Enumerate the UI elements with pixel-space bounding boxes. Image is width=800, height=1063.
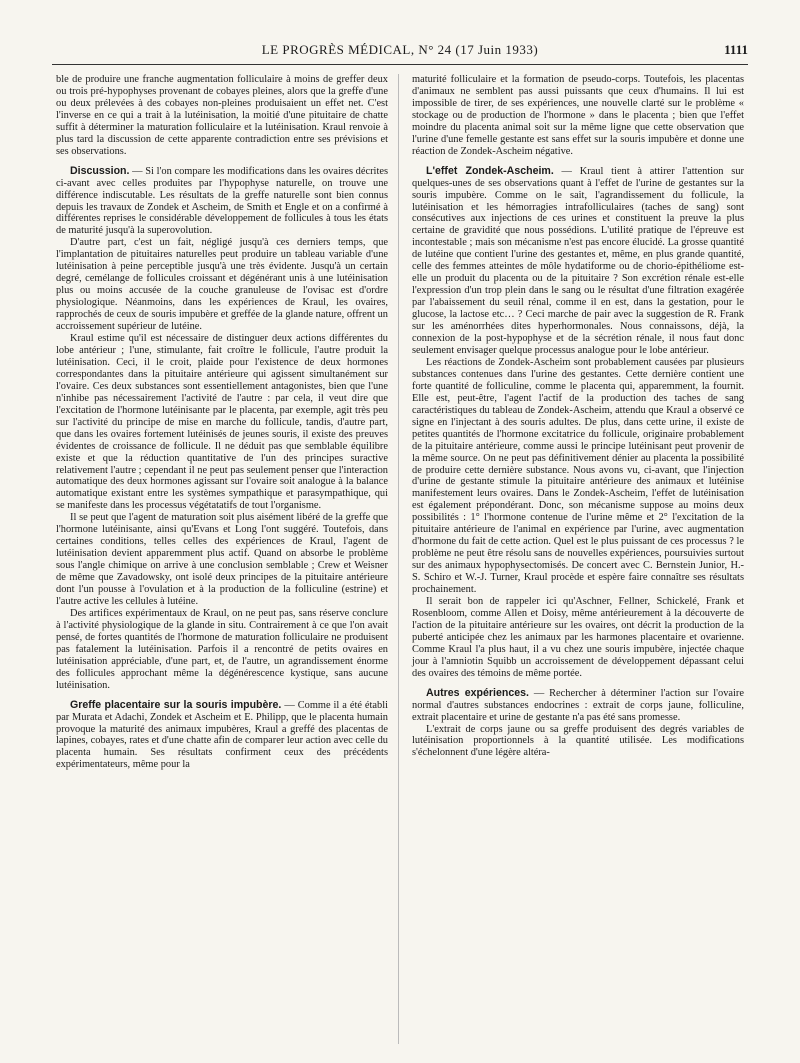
paragraph: Les réactions de Zondek-Ascheim sont probablement causées par plusieurs substances contenues dans l'urine des gestantes. Cette dernière contient une forte quantité de folliculine, comme le placenta qui, apparemment, la fournit. Elle est, peut-être, l'agent l'actif de la production des taches de sang caractéristiques du tableau de Zondek-Ascheim, attendu que Kraul a observé ce signe en l'injectant à des souris adultes. De plus, dans cette urine, il existe de petites quantités de l'hormone excitatrice du follicule, originaire probablement de la pituitaire antérieure, comme aussi le principe lutéinisant peut provenir de la même source. On ne peut pas définitivement dénier au placenta la possibilité de produire cette dernière substance. Nous avons vu, ci-avant, que l'injection d'urine de gestante stimule la pituitaire antérieure des animaux et lutéinise manifestement leurs ovaires. Dans le Zondek-Ascheim, l'effet de lutéinisation est également prépondérant. Donc, son mécanisme suppose au moins deux possibilités : 1° l'hormone contenue de l'urine même et 2° l'excitation de la pituitaire antérieure de l'animal en expérience par l'urine, avec augmentation d'hormone du fait de cette action. Quel est le plus puissant de ces processus ? le problème ne peut être résolu sans de nouvelles expériences, poursuivies surtout sur des animaux hypophysectomisés. De concert avec C. Bernstein Junior, H.-S. Schiro et W.-J. Turner, Kraul procède et espère faire connaître ses résultats prochainement. [412, 356, 744, 596]
left-column [56, 74, 388, 771]
paragraph-text: — Comme il a été établi par Murata et Adachi, Zondek et Ascheim et E. Philipp, que le placenta humain provoque la maturité des animaux impubères, Kraul a greffé des placentas de lapines, cobayes, rates et d'une chatte afin de comparer leur action avec celle du placenta humain. Ses résultats confirment ceux des précédents expérimentateurs, même pour la [56, 699, 388, 771]
paragraph: Il se peut que l'agent de maturation soit plus aisément libéré de la greffe que l'hormone lutéinisante, ainsi qu'Evans et Long l'ont suggéré. Toutefois, dans certaines conditions, telles celles des expériences de Kraul, l'agent de lutéinisation devient apparemment plus actif. Quand on absorbe le problème sous l'angle chimique on arrive à une conclusion semblable ; Crew et Weisner de même que Zavadowsky, ont isolé deux principes de la pituitaire antérieure dont l'un pousse à l'ovulation et à la production de la folliculine (estrine) et l'autre active les cellules à lutéine. [56, 512, 388, 607]
journal-title: LE PROGRÈS MÉDICAL, N° 24 (17 Juin 1933) [261, 42, 539, 57]
greffe-section [56, 700, 388, 772]
paragraph: Il serait bon de rappeler ici qu'Aschner, Fellner, Schickelé, Frank et Rosenbloom, comme Allen et Doisy, même antérieurement à la découverte de l'action de la pituitaire antérieure sur les ovaires, ont décrit la production de la puberté anticipée chez les animaux par les harmones placentaire et ovarienne. Comme Kraul l'a plus haut, il a vu chez une souris impubère, injectée chaque jour à l'amniotin Squibb un accroissement de développement dépassant celui des ovaires des témoins de même portée. [412, 595, 744, 679]
section-heading-effet: L'effet Zondek-Ascheim. [426, 164, 554, 177]
paragraph-text: — Kraul tient à attirer l'attention sur quelques-unes de ses observations quant à l'effet de l'urine de gestantes sur la souris impubère. Comme on le sait, l'agrandissement du follicule, la lutéinisation et les hémorragies intrafolliculaires (taches de sang) sont consécutives aux injections de ces urines et constituent la preuve la plus certaine de gravidité que nous possédions. L'utilité pratique de l'épreuve est incontestable ; mais son mécanisme n'est pas encore élucidé. La grosse quantité de lutéine que contient l'urine des gestantes et, même, en plus grande quantité, celle des femmes atteintes de môle hydatiforme ou de chorio-épithéliome est-elle un produit du placenta ou de la pituitaire ? Son excrétion rénale est-elle l'expression d'un trop plein dans le sang ou le résultat d'une filtration exagérée par l'abaissement du seuil rénal, comme il en est, dans la gestation, pour le glucose, la lactose etc… ? Ceci marche de pair avec la suggestion de R. Frank sur les aménorrhées dites hyperhormonales. Nous connaissons, déjà, la connexion de la post-hypophyse et de la sécrétion rénale, il nous faut donc seulement envisager quelque processus analogue pour le lobe antérieur. [412, 165, 744, 356]
paragraph: Des artifices expérimentaux de Kraul, on ne peut pas, sans réserve conclure à l'activité physiologique de la glande in situ. Contrairement à ce que l'on avait pensé, de fortes quantités de l'hormone de maturation folliculaire ne produisent pas fatalement la lutéinisation. Parfois il a rencontré de petits ovaires en lutéinisation appréciable, d'une part, et, de l'autre, un agrandissement énorme des follicules approchant même la dégénérescence kystique, sans aucune lutéinisation. [56, 607, 388, 691]
effet-section [412, 166, 744, 357]
right-column [412, 74, 744, 759]
section-heading-greffe: Greffe placentaire sur la souris impubère. [70, 698, 282, 711]
section-heading-discussion: Discussion. [70, 164, 130, 177]
paragraph: L'extrait de corps jaune ou sa greffe produisent des degrés variables de lutéinisation proportionnels à la quantité utilisée. Les modifications s'échelonnent d'une légère altéra- [412, 723, 744, 759]
paragraph-text: — Rechercher à déterminer l'action sur l'ovaire normal d'autres substances endocrines : extrait de corps jaune, folliculine, extrait placentaire et urine de gestante n'a pas été sans promesse. [412, 687, 744, 723]
autres-section [412, 688, 744, 724]
page-number: 1111 [724, 42, 748, 57]
paragraph: Kraul estime qu'il est nécessaire de distinguer deux actions différentes du lobe antérieur ; l'une, stimulante, fait croître le follicule, l'autre produit la lutéinisation. Ceci, il le croit, plaide pour l'existence de deux hormones correspondantes dans la pituitaire antérieure qui agissent simultanément sur l'ovaire. Ces deux substances sont essentiellement antagonistes, bien que l'une n'inhibe pas nécessairement l'activité de l'autre : par cela, il veut dire que l'excitation de l'hormone lutéinisante par le placenta, par exemple, agit très peu sur l'activité du principe de mise en marche du follicule, tandis, d'autre part, que dans les ovaires fortement lutéinisés de jeunes souris, il existe des preuves évidentes de croissance de follicule. Il ne déduit pas que semblable équilibre existe et que la réduction quantitative de l'un des principes suractive relativement l'autre ; cependant il ne peut pas seulement penser que l'interaction automatique des deux hormones agissant sur l'ovaire soit analogue à la balance automatique existant entre les systèmes sympathique et parasympathique, qui se manifeste dans les processus végétatatifs de tout l'organisme. [56, 333, 388, 512]
paragraph: ble de produire une franche augmentation folliculaire à moins de greffer deux ou trois pré-hypophyses provenant de cobayes pleines, alors que la greffe d'une ou deux prélevées à des cobayes non-pleines produisaient un effet net. C'est l'inverse en ce qui a trait à la lutéinisation, la moitié d'une pituitaire de chatte suffit à déterminer la maturation folliculaire et la lutéinisation. Kraul renvoie à plus tard la discussion de cette apparente contradiction entre ses prévisions et ses observations. [56, 74, 388, 157]
paragraph: D'autre part, c'est un fait, négligé jusqu'à ces derniers temps, que l'implantation de pituitaires naturelles peut produire un tableau variable d'une lutéinisation à peine perceptible jusqu'à une très évidente. Jusqu'à un certain degré, cemélange de follicules croissant et dégénérant unis à une lutéinisation plus ou moins accusée de la couche granuleuse de l'ovisac est d'ordre physiologique. Néanmoins, dans les expériences de Kraul, les ovaires, rapprochés de ceux de souris impubère et greffée de la glande nature, offrent un accroissement supérieur de lutéine. [56, 237, 388, 333]
paragraph-text: — Si l'on compare les modifications dans les ovaires décrites ci-avant avec celles produites par l'hypophyse naturelle, on trouve une différence indiscutable. Les résultats de la greffe naturelle sont bien connus depuis les travaux de Zondek et Ascheim, de Smith et Engle et on a confirmé à différentes reprises le considérable développement de follicules à tous les états de maturité jusqu'à la superovolution. [56, 165, 388, 237]
section-heading-autres: Autres expériences. [426, 686, 529, 699]
discussion-section [56, 166, 388, 238]
column-divider [398, 74, 399, 1044]
page-header [52, 40, 748, 65]
paragraph: maturité folliculaire et la formation de pseudo-corps. Toutefois, les placentas d'animaux ne semblent pas aussi puissants que ceux d'humains. Il lui est impossible de tirer, de ses expériences, une nouvelle clarté sur le problème « stockage ou de production de l'hormone » dans le placenta ; bien que l'effet moindre du placenta animal soit sur la même ligne que cette observation que l'urine d'une femelle gestante est sans effet sur la souris impubère et donne une réaction de Zondek-Ascheim négative. [412, 74, 744, 157]
